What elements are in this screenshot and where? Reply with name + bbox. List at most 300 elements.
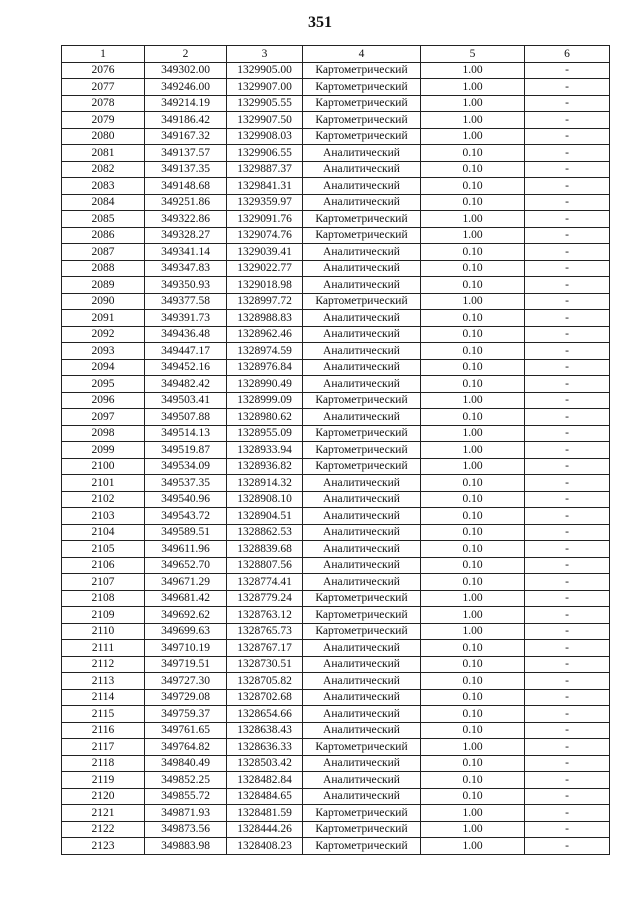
method-cell: Аналитический	[303, 557, 421, 574]
x-coordinate-cell: 349322.86	[145, 211, 227, 228]
point-number-cell: 2114	[62, 689, 145, 706]
x-coordinate-cell: 349391.73	[145, 310, 227, 327]
y-coordinate-cell: 1328914.32	[227, 475, 303, 492]
accuracy-cell: 0.10	[421, 277, 525, 294]
point-number-cell: 2123	[62, 838, 145, 855]
x-coordinate-cell: 349589.51	[145, 524, 227, 541]
method-cell: Аналитический	[303, 755, 421, 772]
point-number-cell: 2076	[62, 62, 145, 79]
y-coordinate-cell: 1328908.10	[227, 491, 303, 508]
y-coordinate-cell: 1328980.62	[227, 409, 303, 426]
y-coordinate-cell: 1328705.82	[227, 673, 303, 690]
method-cell: Картометрический	[303, 293, 421, 310]
point-number-cell: 2094	[62, 359, 145, 376]
x-coordinate-cell: 349873.56	[145, 821, 227, 838]
description-cell: -	[525, 95, 610, 112]
table-row	[62, 194, 610, 211]
table-row	[62, 293, 610, 310]
x-coordinate-cell: 349540.96	[145, 491, 227, 508]
method-cell: Картометрический	[303, 838, 421, 855]
table-row	[62, 574, 610, 591]
point-number-cell: 2110	[62, 623, 145, 640]
accuracy-cell: 0.10	[421, 524, 525, 541]
accuracy-cell: 1.00	[421, 128, 525, 145]
description-cell: -	[525, 326, 610, 343]
x-coordinate-cell: 349503.41	[145, 392, 227, 409]
y-coordinate-cell: 1328444.26	[227, 821, 303, 838]
x-coordinate-cell: 349514.13	[145, 425, 227, 442]
method-cell: Картометрический	[303, 95, 421, 112]
method-cell: Картометрический	[303, 227, 421, 244]
y-coordinate-cell: 1328767.17	[227, 640, 303, 657]
table-row	[62, 376, 610, 393]
accuracy-cell: 0.10	[421, 755, 525, 772]
accuracy-cell: 0.10	[421, 409, 525, 426]
table-row	[62, 541, 610, 558]
column-header: 5	[421, 46, 525, 63]
table-body	[62, 62, 610, 854]
x-coordinate-cell: 349148.68	[145, 178, 227, 195]
method-cell: Аналитический	[303, 689, 421, 706]
method-cell: Аналитический	[303, 359, 421, 376]
table-header-row	[62, 46, 610, 63]
table-row	[62, 95, 610, 112]
y-coordinate-cell: 1328636.33	[227, 739, 303, 756]
method-cell: Аналитический	[303, 145, 421, 162]
table-row	[62, 277, 610, 294]
method-cell: Аналитический	[303, 508, 421, 525]
method-cell: Аналитический	[303, 772, 421, 789]
point-number-cell: 2095	[62, 376, 145, 393]
point-number-cell: 2091	[62, 310, 145, 327]
point-number-cell: 2097	[62, 409, 145, 426]
table-row	[62, 508, 610, 525]
y-coordinate-cell: 1328997.72	[227, 293, 303, 310]
y-coordinate-cell: 1328481.59	[227, 805, 303, 822]
y-coordinate-cell: 1328763.12	[227, 607, 303, 624]
x-coordinate-cell: 349764.82	[145, 739, 227, 756]
x-coordinate-cell: 349482.42	[145, 376, 227, 393]
point-number-cell: 2113	[62, 673, 145, 690]
method-cell: Картометрический	[303, 79, 421, 96]
point-number-cell: 2086	[62, 227, 145, 244]
method-cell: Картометрический	[303, 112, 421, 129]
description-cell: -	[525, 673, 610, 690]
point-number-cell: 2122	[62, 821, 145, 838]
description-cell: -	[525, 161, 610, 178]
description-cell: -	[525, 211, 610, 228]
description-cell: -	[525, 277, 610, 294]
table-row	[62, 689, 610, 706]
description-cell: -	[525, 607, 610, 624]
y-coordinate-cell: 1328936.82	[227, 458, 303, 475]
x-coordinate-cell: 349137.35	[145, 161, 227, 178]
accuracy-cell: 1.00	[421, 739, 525, 756]
table-row	[62, 326, 610, 343]
accuracy-cell: 1.00	[421, 79, 525, 96]
point-number-cell: 2108	[62, 590, 145, 607]
table-row	[62, 227, 610, 244]
description-cell: -	[525, 772, 610, 789]
description-cell: -	[525, 425, 610, 442]
point-number-cell: 2115	[62, 706, 145, 723]
page-number: 351	[308, 14, 332, 31]
point-number-cell: 2096	[62, 392, 145, 409]
column-header: 3	[227, 46, 303, 63]
description-cell: -	[525, 590, 610, 607]
x-coordinate-cell: 349681.42	[145, 590, 227, 607]
x-coordinate-cell: 349883.98	[145, 838, 227, 855]
y-coordinate-cell: 1329039.41	[227, 244, 303, 261]
description-cell: -	[525, 409, 610, 426]
description-cell: -	[525, 458, 610, 475]
accuracy-cell: 0.10	[421, 656, 525, 673]
table-row	[62, 755, 610, 772]
table-row	[62, 491, 610, 508]
point-number-cell: 2104	[62, 524, 145, 541]
point-number-cell: 2112	[62, 656, 145, 673]
table-row	[62, 145, 610, 162]
point-number-cell: 2085	[62, 211, 145, 228]
table-row	[62, 161, 610, 178]
method-cell: Картометрический	[303, 739, 421, 756]
x-coordinate-cell: 349652.70	[145, 557, 227, 574]
accuracy-cell: 1.00	[421, 623, 525, 640]
method-cell: Аналитический	[303, 640, 421, 657]
method-cell: Картометрический	[303, 458, 421, 475]
method-cell: Картометрический	[303, 62, 421, 79]
y-coordinate-cell: 1328904.51	[227, 508, 303, 525]
table-row	[62, 524, 610, 541]
accuracy-cell: 0.10	[421, 310, 525, 327]
description-cell: -	[525, 821, 610, 838]
method-cell: Аналитический	[303, 491, 421, 508]
x-coordinate-cell: 349167.32	[145, 128, 227, 145]
method-cell: Картометрический	[303, 392, 421, 409]
description-cell: -	[525, 508, 610, 525]
point-number-cell: 2093	[62, 343, 145, 360]
accuracy-cell: 1.00	[421, 442, 525, 459]
x-coordinate-cell: 349852.25	[145, 772, 227, 789]
y-coordinate-cell: 1329074.76	[227, 227, 303, 244]
x-coordinate-cell: 349350.93	[145, 277, 227, 294]
table-row	[62, 805, 610, 822]
method-cell: Картометрический	[303, 442, 421, 459]
table-row	[62, 178, 610, 195]
method-cell: Картометрический	[303, 128, 421, 145]
description-cell: -	[525, 442, 610, 459]
x-coordinate-cell: 349671.29	[145, 574, 227, 591]
x-coordinate-cell: 349519.87	[145, 442, 227, 459]
description-cell: -	[525, 722, 610, 739]
description-cell: -	[525, 392, 610, 409]
method-cell: Аналитический	[303, 310, 421, 327]
accuracy-cell: 0.10	[421, 689, 525, 706]
method-cell: Картометрический	[303, 805, 421, 822]
table-row	[62, 640, 610, 657]
y-coordinate-cell: 1329907.00	[227, 79, 303, 96]
accuracy-cell: 1.00	[421, 805, 525, 822]
x-coordinate-cell: 349719.51	[145, 656, 227, 673]
y-coordinate-cell: 1329022.77	[227, 260, 303, 277]
y-coordinate-cell: 1328779.24	[227, 590, 303, 607]
description-cell: -	[525, 293, 610, 310]
y-coordinate-cell: 1329906.55	[227, 145, 303, 162]
accuracy-cell: 0.10	[421, 161, 525, 178]
point-number-cell: 2092	[62, 326, 145, 343]
point-number-cell: 2119	[62, 772, 145, 789]
description-cell: -	[525, 227, 610, 244]
method-cell: Аналитический	[303, 673, 421, 690]
accuracy-cell: 1.00	[421, 458, 525, 475]
description-cell: -	[525, 788, 610, 805]
accuracy-cell: 0.10	[421, 706, 525, 723]
description-cell: -	[525, 739, 610, 756]
accuracy-cell: 1.00	[421, 821, 525, 838]
accuracy-cell: 0.10	[421, 508, 525, 525]
point-number-cell: 2081	[62, 145, 145, 162]
x-coordinate-cell: 349347.83	[145, 260, 227, 277]
accuracy-cell: 1.00	[421, 211, 525, 228]
table-row	[62, 557, 610, 574]
accuracy-cell: 0.10	[421, 244, 525, 261]
method-cell: Аналитический	[303, 277, 421, 294]
y-coordinate-cell: 1328484.65	[227, 788, 303, 805]
x-coordinate-cell: 349246.00	[145, 79, 227, 96]
point-number-cell: 2116	[62, 722, 145, 739]
accuracy-cell: 0.10	[421, 475, 525, 492]
x-coordinate-cell: 349302.00	[145, 62, 227, 79]
point-number-cell: 2077	[62, 79, 145, 96]
method-cell: Аналитический	[303, 475, 421, 492]
y-coordinate-cell: 1328999.09	[227, 392, 303, 409]
table-row	[62, 673, 610, 690]
accuracy-cell: 0.10	[421, 640, 525, 657]
method-cell: Аналитический	[303, 722, 421, 739]
accuracy-cell: 1.00	[421, 392, 525, 409]
method-cell: Картометрический	[303, 211, 421, 228]
description-cell: -	[525, 260, 610, 277]
table-row	[62, 112, 610, 129]
description-cell: -	[525, 574, 610, 591]
coordinates-table	[61, 45, 610, 855]
method-cell: Аналитический	[303, 541, 421, 558]
column-header: 4	[303, 46, 421, 63]
table-row	[62, 607, 610, 624]
y-coordinate-cell: 1328408.23	[227, 838, 303, 855]
y-coordinate-cell: 1328702.68	[227, 689, 303, 706]
description-cell: -	[525, 194, 610, 211]
accuracy-cell: 0.10	[421, 673, 525, 690]
x-coordinate-cell: 349186.42	[145, 112, 227, 129]
point-number-cell: 2082	[62, 161, 145, 178]
point-number-cell: 2107	[62, 574, 145, 591]
table-row	[62, 359, 610, 376]
accuracy-cell: 0.10	[421, 376, 525, 393]
method-cell: Картометрический	[303, 623, 421, 640]
table-row	[62, 475, 610, 492]
x-coordinate-cell: 349727.30	[145, 673, 227, 690]
y-coordinate-cell: 1328774.41	[227, 574, 303, 591]
table-row	[62, 706, 610, 723]
y-coordinate-cell: 1328862.53	[227, 524, 303, 541]
method-cell: Картометрический	[303, 821, 421, 838]
description-cell: -	[525, 491, 610, 508]
x-coordinate-cell: 349452.16	[145, 359, 227, 376]
description-cell: -	[525, 640, 610, 657]
y-coordinate-cell: 1328988.83	[227, 310, 303, 327]
y-coordinate-cell: 1329908.03	[227, 128, 303, 145]
description-cell: -	[525, 178, 610, 195]
table-row	[62, 310, 610, 327]
point-number-cell: 2089	[62, 277, 145, 294]
description-cell: -	[525, 310, 610, 327]
accuracy-cell: 0.10	[421, 541, 525, 558]
y-coordinate-cell: 1329905.55	[227, 95, 303, 112]
y-coordinate-cell: 1329091.76	[227, 211, 303, 228]
accuracy-cell: 1.00	[421, 607, 525, 624]
point-number-cell: 2079	[62, 112, 145, 129]
description-cell: -	[525, 376, 610, 393]
method-cell: Аналитический	[303, 656, 421, 673]
point-number-cell: 2120	[62, 788, 145, 805]
point-number-cell: 2117	[62, 739, 145, 756]
x-coordinate-cell: 349507.88	[145, 409, 227, 426]
description-cell: -	[525, 755, 610, 772]
table-row	[62, 392, 610, 409]
description-cell: -	[525, 244, 610, 261]
y-coordinate-cell: 1328839.68	[227, 541, 303, 558]
y-coordinate-cell: 1328933.94	[227, 442, 303, 459]
description-cell: -	[525, 79, 610, 96]
method-cell: Аналитический	[303, 788, 421, 805]
x-coordinate-cell: 349759.37	[145, 706, 227, 723]
point-number-cell: 2083	[62, 178, 145, 195]
column-header: 1	[62, 46, 145, 63]
x-coordinate-cell: 349377.58	[145, 293, 227, 310]
y-coordinate-cell: 1328974.59	[227, 343, 303, 360]
y-coordinate-cell: 1328976.84	[227, 359, 303, 376]
y-coordinate-cell: 1329887.37	[227, 161, 303, 178]
x-coordinate-cell: 349710.19	[145, 640, 227, 657]
accuracy-cell: 1.00	[421, 62, 525, 79]
y-coordinate-cell: 1328765.73	[227, 623, 303, 640]
method-cell: Аналитический	[303, 161, 421, 178]
accuracy-cell: 0.10	[421, 722, 525, 739]
accuracy-cell: 1.00	[421, 838, 525, 855]
description-cell: -	[525, 838, 610, 855]
table-row	[62, 788, 610, 805]
method-cell: Аналитический	[303, 194, 421, 211]
description-cell: -	[525, 475, 610, 492]
description-cell: -	[525, 623, 610, 640]
accuracy-cell: 0.10	[421, 343, 525, 360]
x-coordinate-cell: 349534.09	[145, 458, 227, 475]
method-cell: Аналитический	[303, 260, 421, 277]
method-cell: Картометрический	[303, 590, 421, 607]
y-coordinate-cell: 1328654.66	[227, 706, 303, 723]
point-number-cell: 2098	[62, 425, 145, 442]
accuracy-cell: 1.00	[421, 590, 525, 607]
table-row	[62, 442, 610, 459]
x-coordinate-cell: 349328.27	[145, 227, 227, 244]
method-cell: Аналитический	[303, 326, 421, 343]
accuracy-cell: 0.10	[421, 260, 525, 277]
point-number-cell: 2111	[62, 640, 145, 657]
accuracy-cell: 0.10	[421, 557, 525, 574]
point-number-cell: 2078	[62, 95, 145, 112]
y-coordinate-cell: 1329018.98	[227, 277, 303, 294]
point-number-cell: 2102	[62, 491, 145, 508]
description-cell: -	[525, 656, 610, 673]
point-number-cell: 2106	[62, 557, 145, 574]
method-cell: Картометрический	[303, 607, 421, 624]
y-coordinate-cell: 1328503.42	[227, 755, 303, 772]
method-cell: Аналитический	[303, 524, 421, 541]
column-header: 6	[525, 46, 610, 63]
x-coordinate-cell: 349611.96	[145, 541, 227, 558]
x-coordinate-cell: 349543.72	[145, 508, 227, 525]
column-header: 2	[145, 46, 227, 63]
point-number-cell: 2080	[62, 128, 145, 145]
method-cell: Аналитический	[303, 244, 421, 261]
point-number-cell: 2088	[62, 260, 145, 277]
y-coordinate-cell: 1328990.49	[227, 376, 303, 393]
method-cell: Картометрический	[303, 425, 421, 442]
y-coordinate-cell: 1329359.97	[227, 194, 303, 211]
accuracy-cell: 0.10	[421, 574, 525, 591]
accuracy-cell: 0.10	[421, 326, 525, 343]
x-coordinate-cell: 349537.35	[145, 475, 227, 492]
description-cell: -	[525, 805, 610, 822]
accuracy-cell: 0.10	[421, 194, 525, 211]
table-row	[62, 623, 610, 640]
description-cell: -	[525, 541, 610, 558]
point-number-cell: 2090	[62, 293, 145, 310]
method-cell: Аналитический	[303, 343, 421, 360]
y-coordinate-cell: 1328807.56	[227, 557, 303, 574]
description-cell: -	[525, 689, 610, 706]
x-coordinate-cell: 349761.65	[145, 722, 227, 739]
table-row	[62, 128, 610, 145]
table-row	[62, 425, 610, 442]
y-coordinate-cell: 1328962.46	[227, 326, 303, 343]
table-row	[62, 211, 610, 228]
y-coordinate-cell: 1328482.84	[227, 772, 303, 789]
table-row	[62, 62, 610, 79]
x-coordinate-cell: 349699.63	[145, 623, 227, 640]
y-coordinate-cell: 1329907.50	[227, 112, 303, 129]
x-coordinate-cell: 349251.86	[145, 194, 227, 211]
table-row	[62, 590, 610, 607]
x-coordinate-cell: 349871.93	[145, 805, 227, 822]
point-number-cell: 2118	[62, 755, 145, 772]
x-coordinate-cell: 349855.72	[145, 788, 227, 805]
accuracy-cell: 1.00	[421, 425, 525, 442]
description-cell: -	[525, 706, 610, 723]
point-number-cell: 2105	[62, 541, 145, 558]
x-coordinate-cell: 349692.62	[145, 607, 227, 624]
accuracy-cell: 0.10	[421, 359, 525, 376]
y-coordinate-cell: 1328955.09	[227, 425, 303, 442]
y-coordinate-cell: 1328638.43	[227, 722, 303, 739]
accuracy-cell: 0.10	[421, 491, 525, 508]
accuracy-cell: 0.10	[421, 772, 525, 789]
table-row	[62, 739, 610, 756]
description-cell: -	[525, 112, 610, 129]
y-coordinate-cell: 1328730.51	[227, 656, 303, 673]
x-coordinate-cell: 349436.48	[145, 326, 227, 343]
